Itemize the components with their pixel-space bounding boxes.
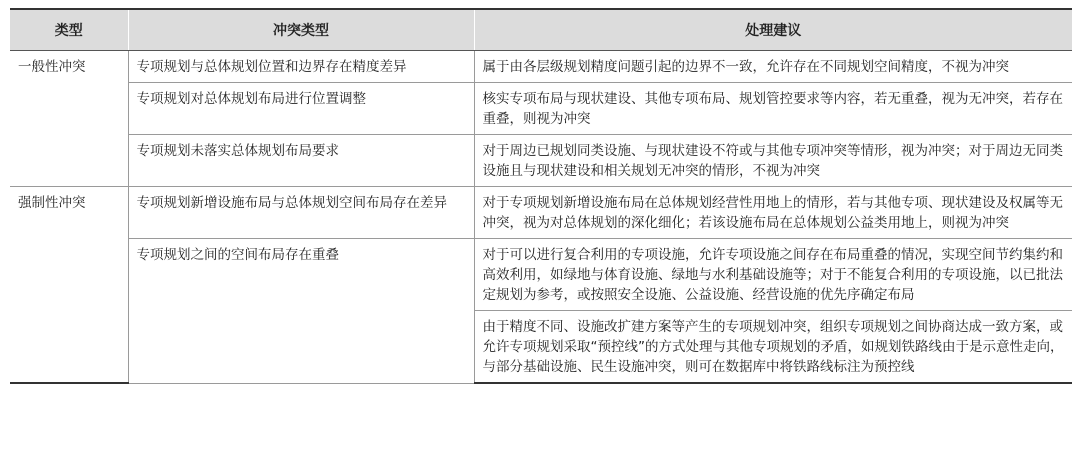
- type-cell: 一般性冲突: [10, 51, 128, 187]
- table-row: [10, 51, 1072, 83]
- suggestion-cell: 对于专项规划新增设施布局在总体规划经营性用地上的情形，若与其他专项、现状建设及权属等无冲突，视为对总体规划的深化细化；若该设施布局在总体规划公益类用地上，则视为冲突: [474, 187, 1072, 239]
- conflict-cell: 专项规划之间的空间布局存在重叠: [128, 239, 474, 384]
- table-container: [10, 8, 1072, 384]
- type-cell: 强制性冲突: [10, 187, 128, 384]
- suggestion-cell: 由于精度不同、设施改扩建方案等产生的专项规划冲突，组织专项规划之间协商达成一致方案，或允许专项规划采取“预控线”的方式处理与其他专项规划的矛盾，如规划铁路线由于是示意性走向，与部分基础设施、民生设施冲突，则可在数据库中将铁路线标注为预控线: [474, 311, 1072, 384]
- table-row: [10, 239, 1072, 311]
- conflict-cell: 专项规划对总体规划布局进行位置调整: [128, 83, 474, 135]
- conflict-cell: 专项规划未落实总体规划布局要求: [128, 135, 474, 187]
- header-type: 类型: [10, 9, 128, 51]
- table-row: [10, 187, 1072, 239]
- conflict-cell: 专项规划与总体规划位置和边界存在精度差异: [128, 51, 474, 83]
- table-row: [10, 135, 1072, 187]
- suggestion-cell: 对于周边已规划同类设施、与现状建设不符或与其他专项冲突等情形，视为冲突；对于周边无同类设施且与现状建设和相关规划无冲突的情形，不视为冲突: [474, 135, 1072, 187]
- suggestion-cell: 对于可以进行复合利用的专项设施，允许专项设施之间存在布局重叠的情况，实现空间节约集约和高效利用，如绿地与体育设施、绿地与水利基础设施等；对于不能复合利用的专项设施，以已批法定规划为参考，或按照安全设施、公益设施、经营设施的优先序确定布局: [474, 239, 1072, 311]
- table-header-row: [10, 9, 1072, 51]
- header-suggestion: 处理建议: [474, 9, 1072, 51]
- header-conflict-type: 冲突类型: [128, 9, 474, 51]
- conflict-table: [10, 8, 1072, 384]
- conflict-cell: 专项规划新增设施布局与总体规划空间布局存在差异: [128, 187, 474, 239]
- suggestion-cell: 属于由各层级规划精度问题引起的边界不一致，允许存在不同规划空间精度，不视为冲突: [474, 51, 1072, 83]
- suggestion-cell: 核实专项布局与现状建设、其他专项布局、规划管控要求等内容，若无重叠，视为无冲突，若存在重叠，则视为冲突: [474, 83, 1072, 135]
- table-row: [10, 83, 1072, 135]
